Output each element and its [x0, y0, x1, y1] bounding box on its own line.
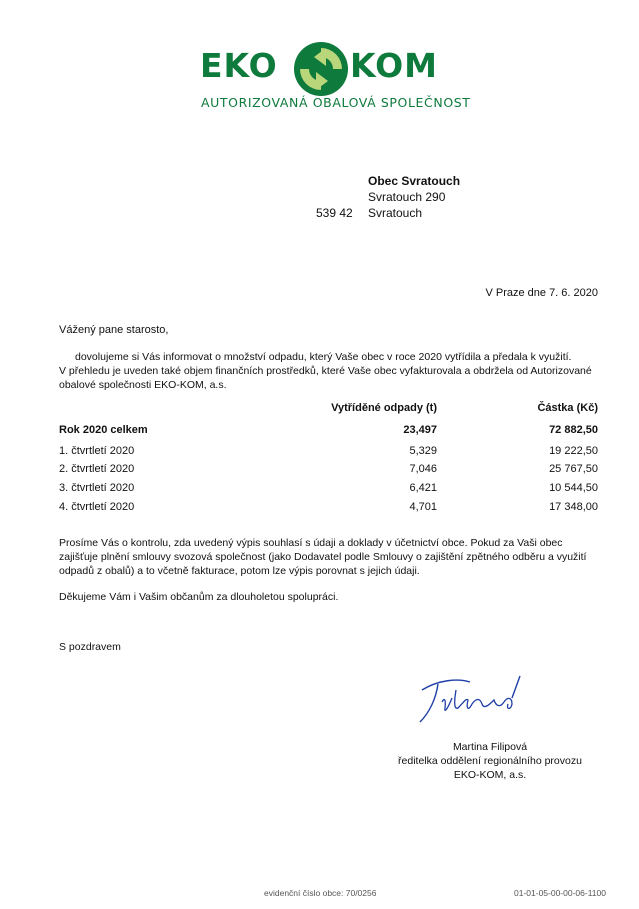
recipient-name: Obec Svratouch — [368, 174, 461, 188]
date-line: V Praze dne 7. 6. 2020 — [485, 287, 598, 299]
table-row-waste: 7,046 — [409, 463, 437, 475]
table-row-label: 1. čtvrtletí 2020 — [59, 445, 135, 457]
recipient-zip: 539 42 — [316, 206, 353, 220]
table-row-amount: 17 348,00 — [549, 501, 598, 513]
thanks-text: Děkujeme Vám i Vašim občanům za dlouholetou spolupráci. — [59, 591, 339, 603]
signer-name: Martina Filipová — [452, 741, 528, 753]
signer-company: EKO-KOM, a.s. — [453, 769, 527, 781]
total-row-amount: 72 882,50 — [549, 424, 598, 436]
table-row-label: 2. čtvrtletí 2020 — [59, 463, 135, 475]
table-row-label: 4. čtvrtletí 2020 — [59, 501, 135, 513]
logo-tagline: AUTORIZOVANÁ OBALOVÁ SPOLEČNOST — [201, 95, 471, 110]
table-row-waste: 4,701 — [409, 501, 437, 513]
table-row-amount: 25 767,50 — [549, 463, 598, 475]
recycle-arrows-icon — [292, 40, 350, 98]
check-line-1: Prosíme Vás o kontrolu, zda uvedený výpis souhlasí s údaji a doklady v účetnictví obce. Pokud za Vaši obec — [59, 537, 563, 549]
handwritten-signature — [408, 668, 548, 730]
table-row-amount: 19 222,50 — [549, 445, 598, 457]
check-line-2: zajišťuje plnění smlouvy svozová společnost (jako Dodavatel podle Smlouvy o zajištění zpětného odběru a využití — [59, 551, 587, 563]
col-header-amount: Částka (Kč) — [537, 402, 598, 414]
intro-line-2: V přehledu je uveden také objem finančních prostředků, které Vaše obec vyfakturovala a obdržela od Autorizované — [59, 365, 592, 377]
footer-evidence-number: evidenční číslo obce: 70/0256 — [264, 888, 377, 898]
table-row-waste: 5,329 — [409, 445, 437, 457]
intro-line-3: obalové společnosti EKO-KOM, a.s. — [59, 379, 227, 391]
footer-code: 01-01-05-00-00-06-1100 — [514, 888, 606, 898]
recipient-city: Svratouch — [368, 206, 423, 220]
check-line-3: odpadů z obalů) a to včetně fakturace, potom lze výpis porovnat s jejich údaji. — [59, 565, 420, 577]
total-row-waste: 23,497 — [403, 424, 437, 436]
logo-text-eko: EKO — [200, 46, 278, 85]
recipient-street: Svratouch 290 — [368, 190, 446, 204]
salutation: Vážený pane starosto, — [59, 324, 169, 336]
intro-line-1: dovolujeme si Vás informovat o množství odpadu, který Vaše obec v roce 2020 vytřídila a předala k využití. — [75, 351, 572, 363]
table-row-waste: 6,421 — [409, 482, 437, 494]
signer-title: ředitelka oddělení regionálního provozu — [398, 755, 582, 767]
table-row-label: 3. čtvrtletí 2020 — [59, 482, 135, 494]
regards-text: S pozdravem — [59, 641, 121, 653]
table-row-amount: 10 544,50 — [549, 482, 598, 494]
logo-text-kom: KOM — [350, 46, 438, 85]
col-header-waste: Vytříděné odpady (t) — [331, 402, 437, 414]
total-row-label: Rok 2020 celkem — [59, 424, 148, 436]
